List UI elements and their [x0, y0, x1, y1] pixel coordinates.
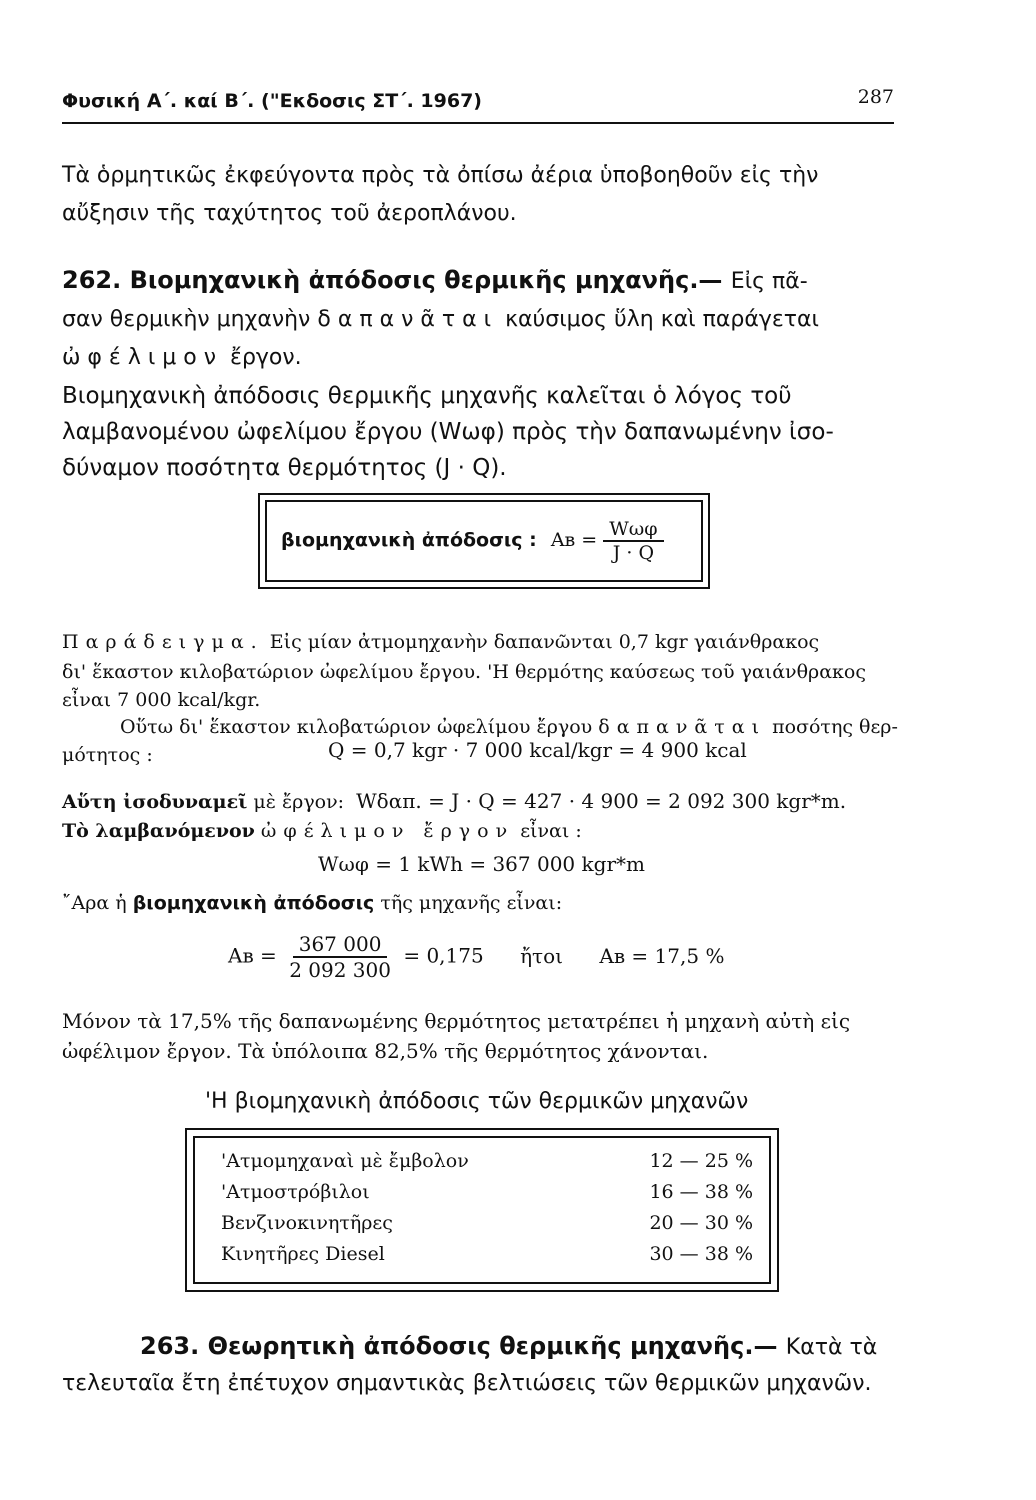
text-fragment: εἶναι :: [520, 820, 582, 842]
table-title: 'Η βιομηχανικὴ ἀπόδοσις τῶν θερμικῶν μηχανῶν: [205, 1089, 749, 1114]
definition-line-2: λαμβανομένου ὠφελίμου ἔργου (Wωφ) πρὸς τὴν δαπανωμένην ἰσο-: [62, 419, 834, 445]
section-263-line1-rest: Κατὰ τὰ: [785, 1335, 878, 1360]
header-rule: [62, 122, 894, 124]
example-line-8: [62, 888, 902, 918]
spaced-text: ὠφέλιμον: [62, 345, 224, 370]
table-row: [221, 1150, 753, 1180]
formula-box-inner: [265, 500, 703, 582]
section-263-heading: [140, 1328, 910, 1366]
example-line-2: δι' ἕκαστον κιλοβατώριον ὠφελίμου ἔργου. 'Η θερμότης καύσεως τοῦ γαιάνθρακος: [62, 661, 866, 683]
example-line-5: μότητος :: [62, 744, 153, 766]
definition-line-3: δύναμον ποσότητα θερμότητος (J · Q).: [62, 455, 507, 481]
text-fragment: μὲ ἔργον:: [253, 791, 345, 813]
intro-line-2: αὔξησιν τῆς ταχύτητος τοῦ ἀεροπλάνου.: [62, 201, 517, 226]
section-263-line-2: τελευταῖα ἔτη ἐπέτυχον σημαντικὰς βελτιώσεις τῶν θερμικῶν μηχανῶν.: [62, 1371, 872, 1396]
text-fragment: ποσότης θερ-: [772, 716, 898, 738]
row-value: 30 — 38 %: [649, 1243, 753, 1265]
text-fragment: καύσιμος ὕλη καὶ παράγεται: [505, 307, 819, 332]
section-262-line-2: [62, 302, 902, 338]
row-value: 20 — 30 %: [649, 1212, 753, 1234]
eq-result: Aв = 17,5 %: [599, 943, 725, 968]
eq-rhs: = 0,175: [403, 943, 484, 968]
formula-fraction: [603, 518, 663, 564]
spaced-text: ὠφέλιμον ἔργον: [260, 820, 515, 842]
spaced-text: δαπανᾶται: [317, 307, 499, 332]
row-value: 16 — 38 %: [649, 1181, 753, 1203]
efficiency-fraction: [283, 932, 397, 982]
text-fragment: ῎Αρα ἡ: [62, 892, 127, 914]
example-heading: Παράδειγμα.: [62, 631, 264, 653]
formula-numerator: Wωφ: [603, 518, 663, 542]
bold-text: Τὸ λαμβανόμενον: [62, 820, 255, 842]
intro-line-1: Τὰ ὁρμητικῶς ἐκφεύγοντα πρὸς τὰ ὀπίσω ἀέρια ὑποβοηθοῦν εἰς τὴν: [62, 163, 819, 188]
row-label: Κινητῆρες Diesel: [221, 1243, 385, 1265]
formula-lhs: Aв =: [550, 529, 598, 551]
table-row: [221, 1212, 753, 1242]
bold-text: Αὕτη ἰσοδυναμεῖ: [62, 791, 248, 813]
text-fragment: Οὕτω δι' ἕκαστον κιλοβατώριον ὠφελίμου ἔργου: [120, 716, 593, 738]
spaced-text: δαπανᾶται: [598, 716, 767, 738]
section-262-line1-rest: Εἰς πᾶ-: [730, 269, 808, 294]
running-header: [62, 86, 894, 120]
example-line-3: εἶναι 7 000 kcal/kgr.: [62, 689, 261, 711]
efficiency-equation: [228, 932, 724, 982]
definition-line-1: Βιομηχανικὴ ἀπόδοσις θερμικῆς μηχανῆς καλεῖται ὁ λόγος τοῦ: [62, 383, 792, 409]
efficiency-table-inner: [193, 1136, 771, 1284]
table-row: [221, 1243, 753, 1273]
equation-work: Wδαπ. = J · Q = 427 · 4 900 = 2 092 300 kgr*m.: [356, 789, 847, 813]
efficiency-denominator: 2 092 300: [289, 958, 391, 982]
conclusion-line-2: ὠφέλιμον ἔργον. Τὰ ὑπόλοιπα 82,5% τῆς θερμότητος χάνονται.: [62, 1039, 709, 1063]
example-line-7: [62, 816, 902, 846]
section-262-line-3: [62, 340, 902, 376]
text-fragment: Εἰς μίαν ἀτμομηχανὴν δαπανῶνται 0,7 kgr γαιάνθρακος: [269, 631, 820, 653]
row-label: Βενζινοκινητῆρες: [221, 1212, 393, 1234]
page-number: 287: [857, 86, 894, 108]
text-fragment: τῆς μηχανῆς εἶναι:: [380, 892, 563, 914]
formula: [281, 518, 664, 564]
efficiency-table: [185, 1128, 779, 1292]
row-label: 'Ατμομηχαναὶ μὲ ἔμβολον: [221, 1150, 469, 1172]
section-262-heading: [62, 262, 902, 300]
row-label: 'Ατμοστρόβιλοι: [221, 1181, 370, 1203]
formula-label: βιομηχανικὴ ἀπόδοσις :: [281, 529, 537, 551]
text-fragment: ἔργον.: [230, 345, 302, 370]
table-row: [221, 1181, 753, 1211]
row-value: 12 — 25 %: [649, 1150, 753, 1172]
equation-heat: Q = 0,7 kgr · 7 000 kcal/kgr = 4 900 kcal: [328, 738, 747, 762]
header-title: Φυσική Α΄. καί Β΄. ("Εκδοσις ΣΤ΄. 1967): [62, 90, 482, 112]
conclusion-line-1: Μόνον τὰ 17,5% τῆς δαπανωμένης θερμότητος μετατρέπει ἡ μηχανὴ αὐτὴ εἰς: [62, 1009, 851, 1033]
eq-lhs: Aв =: [228, 943, 277, 968]
eq-word: ἤτοι: [520, 943, 564, 968]
section-262-title: Βιομηχανικὴ ἀπόδοσις θερμικῆς μηχανῆς.—: [129, 266, 723, 294]
section-262-number: 262.: [62, 266, 122, 294]
formula-box: [258, 493, 710, 589]
section-263-title: Θεωρητικὴ ἀπόδοσις θερμικῆς μηχανῆς.—: [207, 1332, 778, 1360]
equation-useful-work: Wωφ = 1 kWh = 367 000 kgr*m: [318, 852, 645, 876]
efficiency-numerator: 367 000: [293, 932, 388, 958]
bold-text: βιομηχανικὴ ἀπόδοσις: [132, 892, 375, 914]
example-line-6: [62, 786, 902, 817]
section-263-number: 263.: [140, 1332, 200, 1360]
example-line-1: [62, 627, 902, 657]
text-fragment: σαν θερμικὴν μηχανὴν: [62, 307, 311, 332]
formula-denominator: J · Q: [612, 542, 655, 564]
